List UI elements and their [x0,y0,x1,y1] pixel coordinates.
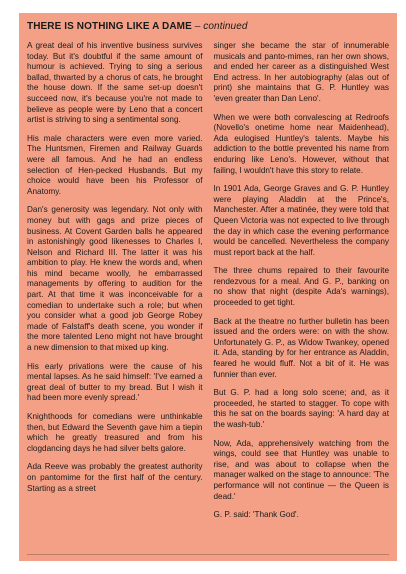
paragraph: Now, Ada, apprehensively watching from the wings, could see that Huntley was unable to rise, and was about to collapse when the manager walked on the stage to announce: 'The performance will not continue — the Queen is dead.' [213,438,389,501]
left-column [27,41,203,521]
paragraph: His male characters were even more varied. The Huntsmen, Firemen and Railway Guards were all famous. And he had an endless selection of Hen-pecked Husbands. But my choice would have been his Professor of Anatomy. [27,133,203,196]
title-main: THERE IS NOTHING LIKE A DAME [27,21,192,32]
page-title [27,21,389,33]
paragraph: Ada Reeve was probably the greatest authority on pantomime for the first half of the century. Starting as a street [27,462,203,493]
paragraph: Dan's generosity was legendary. Not only with money but with gags and prize pieces of business. At Covent Garden balls he appeared in astonishingly good likenesses to Charles I, Nelson and Richard III. The latter it was his ambition to play. He knew the words and, when his mind became woolly, he embarrassed managements by offering to audition for the part. At that time it was inconceivable for a comedian to undertake such a role; but when you consider what a good job George Robey made of Falstaff's death scene, you wonder if the more talented Leno might not have brought a new dimension to that mixed up king. [27,205,203,353]
paragraph: Knighthoods for comedians were unthinkable then, but Edward the Seventh gave him a tiepin which he greatly treasured and from his clogdancing days he had silver belts galore. [27,412,203,453]
text-columns [27,41,389,521]
paragraph: singer she became the star of innumerable musicals and panto-mimes, ran her own shows, and ended her career as a distinguished West End actress. In her autobiography (alas out of print) she maintains that G. P. Huntley was 'even greater than Dan Leno'. [213,41,389,103]
paragraph: The three chums repaired to their favourite rendezvous for a meal. And G. P., banking on no show that night (despite Ada's warnings), proceeded to get tight. [213,266,389,308]
paragraph: When we were both convalescing at Redroofs (Novello's onetime home near Maidenhead), Ada eulogised Huntley's talents. Maybe his addiction to the bottle prevented his name from enduring like Leno's. However, without that failing, I wouldn't have this story to relate. [213,112,389,175]
paragraph: A great deal of his inventive business survives today. But it's doubtful if the same amount of humour is achieved. Trying to sing a serious ballad, thwarted by a chorus of cats, he brought the house down. If the same set-up doesn't succeed now, it's because you're not made to believe as people were by Leno that a concert artist is striving to sing a sentimental song. [27,41,203,125]
document-page [19,13,397,561]
title-continued: – continued [194,21,248,32]
paragraph: G. P. said: 'Thank God'. [213,510,299,520]
paragraph: Back at the theatre no further bulletin has been issued and the orders were: on with the show. Unfortunately G. P., as Widow Twankey, opened it. Ada, standing by for her entrance as Aladdin, feared he would fluff. Not a bit of it. He was funnier than ever. [213,316,389,379]
paragraph: In 1901 Ada, George Graves and G. P. Huntley were playing Aladdin at the Prince's, Manchester. After a matinée, they were told that Queen Victoria was not expected to live through the day in which case the evening performance would be cancelled. Nevertheless the company must report back at the half. [213,184,389,257]
paragraph: His early privations were the cause of his mental lapses. As he said himself: 'I've earned a great deal of butter to my bread. But I wish it had been more evenly spread.' [27,361,203,403]
bottom-rule [27,554,389,555]
paragraph: But G. P. had a long solo scene; and, as it proceeded, he started to stagger. To cope with this he sat on the boards saying: 'A hard day at the wash-tub.' [213,388,389,429]
right-column [214,41,390,521]
